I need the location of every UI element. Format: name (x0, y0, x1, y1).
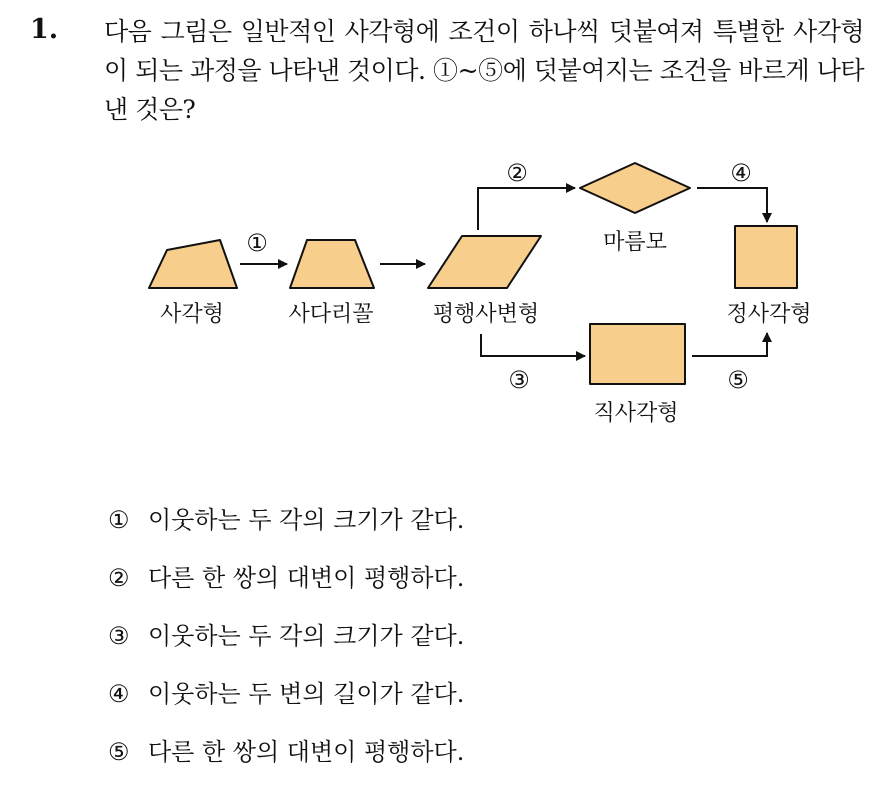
label-parallelogram: 평행사변형 (432, 302, 540, 327)
trapezoid-shape (290, 240, 374, 288)
choice-5[interactable] (108, 734, 464, 792)
step-label-1: ① (246, 229, 268, 257)
step-label-2: ② (506, 159, 528, 187)
arrow-2 (478, 188, 575, 230)
step-label-5: ⑤ (727, 366, 749, 394)
choice-mark: ① (108, 506, 130, 534)
choice-text: 이웃하는 두 변의 길이가 같다. (148, 680, 465, 708)
choice-text: 이웃하는 두 각의 크기가 같다. (148, 622, 465, 650)
choice-2[interactable] (108, 560, 464, 618)
rectangle-shape (590, 324, 685, 384)
choice-mark: ⑤ (108, 738, 130, 766)
quadrilateral-shape (149, 240, 237, 288)
label-rhombus: 마름모 (603, 230, 667, 255)
choice-1[interactable] (108, 502, 464, 560)
choice-mark: ② (108, 564, 130, 592)
arrow-4 (697, 188, 767, 222)
parallelogram-shape (428, 236, 541, 288)
label-quadrilateral: 사각형 (160, 302, 224, 327)
choice-mark: ④ (108, 680, 130, 708)
square-shape (735, 226, 797, 288)
choice-text: 다른 한 쌍의 대변이 평행하다. (148, 738, 465, 766)
rhombus-shape (580, 163, 690, 213)
answer-choices (108, 502, 464, 792)
choice-text: 다른 한 쌍의 대변이 평행하다. (148, 564, 465, 592)
choice-text: 이웃하는 두 각의 크기가 같다. (148, 506, 465, 534)
label-trapezoid: 사다리꼴 (288, 302, 374, 327)
choice-4[interactable] (108, 676, 464, 734)
arrow-3 (481, 334, 585, 356)
arrow-5 (692, 333, 767, 356)
question-text: 다음 그림은 일반적인 사각형에 조건이 하나씩 덧붙여져 특별한 사각형이 되는 과정을 나타낸 것이다. ①~⑤에 덧붙여지는 조건을 바르게 나타낸 것은? (104, 17, 864, 124)
step-label-4: ④ (730, 159, 752, 187)
choice-3[interactable] (108, 618, 464, 676)
question-number: 1. (30, 14, 59, 45)
choice-mark: ③ (108, 622, 130, 650)
label-rectangle: 직사각형 (593, 401, 679, 426)
step-label-3: ③ (508, 366, 530, 394)
label-square: 정사각형 (726, 302, 812, 327)
